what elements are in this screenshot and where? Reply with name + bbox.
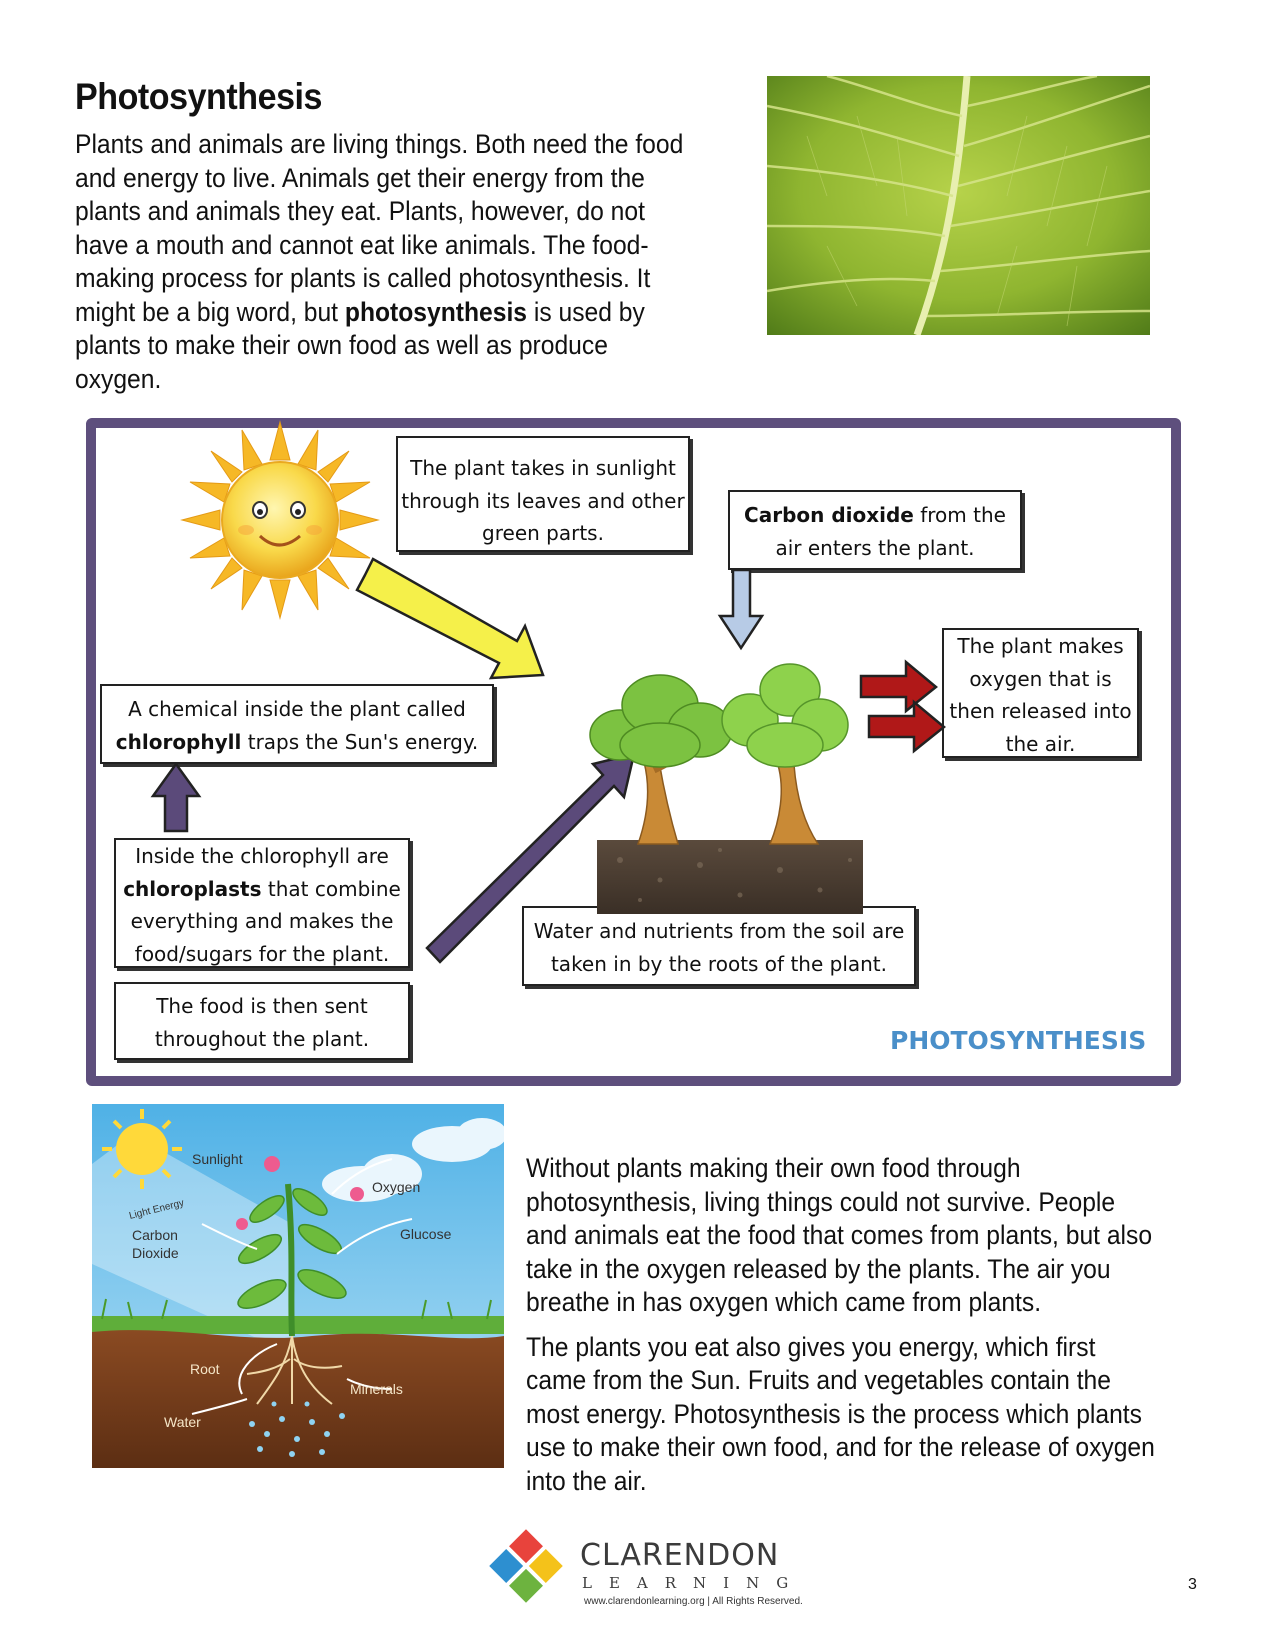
intro-bold-term: photosynthesis bbox=[344, 296, 528, 327]
chloroplast-term: chloroplasts bbox=[123, 876, 262, 901]
water-box: Water and nutrients from the soil are taken in by the roots of the plant. bbox=[522, 906, 916, 986]
chlorophyll-term: chlorophyll bbox=[115, 729, 242, 754]
carbon-dioxide-term: Carbon dioxide bbox=[744, 503, 914, 527]
chlorophyll-text-2: traps the Sun's energy. bbox=[241, 729, 479, 754]
purple-up-arrow-icon bbox=[153, 764, 199, 831]
label-root: Root bbox=[190, 1361, 220, 1377]
label-carbon-dioxide: Carbon Dioxide bbox=[132, 1227, 179, 1261]
chlorophyll-text-1: A chemical inside the plant called bbox=[128, 697, 466, 721]
outro-text bbox=[526, 1152, 1158, 1509]
blue-down-arrow-icon bbox=[720, 570, 762, 648]
intro-text-2: is used by plants to make their own food as well as produce oxygen. bbox=[75, 296, 645, 394]
yellow-arrow-icon bbox=[357, 559, 543, 678]
photosynthesis-illustration bbox=[92, 1104, 504, 1468]
carbon-dioxide-text: from the air enters the plant. bbox=[775, 503, 1006, 560]
diagram-label: PHOTOSYNTHESIS bbox=[890, 1026, 1147, 1055]
label-glucose: Glucose bbox=[400, 1226, 452, 1242]
label-light-energy: Light Energy bbox=[128, 1197, 186, 1222]
clarendon-logo-icon bbox=[486, 1526, 566, 1606]
trees-soil-illustration bbox=[580, 660, 880, 916]
oxygen-box: The plant makes oxygen that is then released into the air. bbox=[942, 628, 1139, 758]
label-sunlight: Sunlight bbox=[192, 1151, 243, 1167]
food-box: The food is then sent throughout the plant. bbox=[114, 982, 410, 1060]
brand-name: CLARENDON bbox=[580, 1538, 780, 1573]
chloroplast-text-1: Inside the chlorophyll are bbox=[135, 844, 389, 868]
label-water: Water bbox=[164, 1414, 201, 1430]
brand-subtitle: LEARNING bbox=[582, 1574, 806, 1592]
intro-text-1: Plants and animals are living things. Both need the food and energy to live. Animals get their energy from the plants and animals they eat. Plants, however, do not have a mouth and cannot eat like animals. The food-making process for plants is called photosynthesis. It might be a big word, but bbox=[75, 129, 684, 327]
sunlight-box: The plant takes in sunlight through its leaves and other green parts. bbox=[396, 436, 690, 552]
brand-url: www.clarendonlearning.org | All Rights Reserved. bbox=[584, 1596, 803, 1607]
label-minerals: Minerals bbox=[350, 1381, 403, 1397]
page-number: 3 bbox=[1188, 1576, 1197, 1593]
outro-paragraph-2: The plants you eat also gives you energy, which first came from the Sun. Fruits and vegetables contain the most energy. Photosynthesis is the process which plants use to make their own food, and for the release of oxygen into the air. bbox=[526, 1331, 1155, 1496]
page-title: Photosynthesis bbox=[75, 76, 323, 117]
outro-paragraph-1: Without plants making their own food through photosynthesis, living things could not survive. People and animals eat the food that comes from plants, but also take in the oxygen released by the plants. The air you breathe in has oxygen which came from plants. bbox=[526, 1153, 1153, 1317]
chloroplast-text-2: that combine everything and makes the food/sugars for the plant. bbox=[130, 876, 401, 966]
label-oxygen: Oxygen bbox=[372, 1179, 421, 1195]
